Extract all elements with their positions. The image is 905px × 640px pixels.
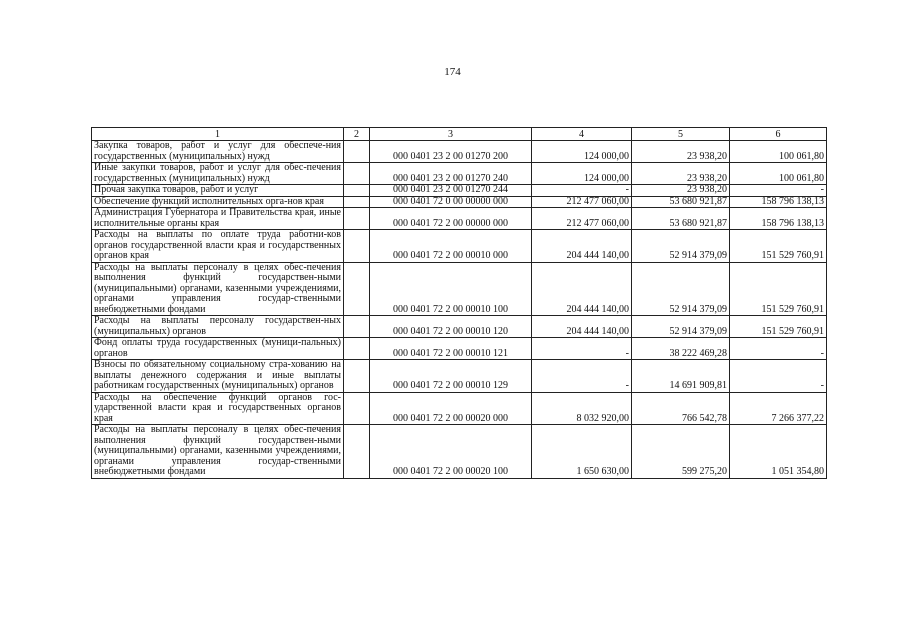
row-code-cell: 000 0401 72 0 00 00000 000 [370, 196, 532, 208]
row-rest-cell: 151 529 760,91 [730, 316, 827, 338]
row-rest-cell: 151 529 760,91 [730, 230, 827, 263]
page-number: 174 [444, 66, 461, 78]
row-rest-cell: 100 061,80 [730, 141, 827, 163]
row-rest-cell: 158 796 138,13 [730, 196, 827, 208]
row-plan-cell: 212 477 060,00 [532, 208, 632, 230]
row-col2-cell [344, 196, 370, 208]
row-col2-cell [344, 338, 370, 360]
row-code-cell: 000 0401 72 2 00 00020 100 [370, 425, 532, 479]
header-col-6: 6 [730, 128, 827, 141]
row-name-cell: Обеспечение функций исполнительных орга-нов края [92, 196, 344, 208]
row-exec-cell: 766 542,78 [632, 392, 730, 425]
row-name-cell: Расходы на выплаты персоналу государствен-ных (муниципальных) органов [92, 316, 344, 338]
row-plan-cell: 204 444 140,00 [532, 262, 632, 316]
table-row [92, 262, 827, 316]
row-plan-cell: 124 000,00 [532, 163, 632, 185]
row-rest-cell: 1 051 354,80 [730, 425, 827, 479]
row-col2-cell [344, 230, 370, 263]
row-code-cell: 000 0401 72 2 00 00000 000 [370, 208, 532, 230]
row-exec-cell: 23 938,20 [632, 185, 730, 197]
row-code-cell: 000 0401 72 2 00 00010 000 [370, 230, 532, 263]
row-col2-cell [344, 392, 370, 425]
table-header-row [92, 128, 827, 141]
row-plan-cell: 204 444 140,00 [532, 230, 632, 263]
row-name-cell: Расходы на выплаты персоналу в целях обес-печения выполнения функций государствен-ными (муниципальными) органами, казенными учреждениями, органами управления государ-ственными внебюджетными фондами [92, 425, 344, 479]
row-plan-cell: - [532, 185, 632, 197]
row-rest-cell: 7 266 377,22 [730, 392, 827, 425]
table-row [92, 163, 827, 185]
row-name-cell: Закупка товаров, работ и услуг для обеспече-ния государственных (муниципальных) нужд [92, 141, 344, 163]
table-row [92, 338, 827, 360]
row-rest-cell: 158 796 138,13 [730, 208, 827, 230]
table-row [92, 316, 827, 338]
table-row [92, 185, 827, 197]
row-rest-cell: 151 529 760,91 [730, 262, 827, 316]
row-exec-cell: 53 680 921,87 [632, 196, 730, 208]
row-code-cell: 000 0401 72 2 00 00010 121 [370, 338, 532, 360]
row-col2-cell [344, 163, 370, 185]
table-row [92, 208, 827, 230]
row-col2-cell [344, 208, 370, 230]
row-exec-cell: 52 914 379,09 [632, 230, 730, 263]
row-code-cell: 000 0401 23 2 00 01270 240 [370, 163, 532, 185]
row-code-cell: 000 0401 23 2 00 01270 244 [370, 185, 532, 197]
row-plan-cell: 1 650 630,00 [532, 425, 632, 479]
row-col2-cell [344, 141, 370, 163]
row-rest-cell: - [730, 360, 827, 393]
header-col-1: 1 [92, 128, 344, 141]
budget-execution-table [91, 127, 827, 479]
row-exec-cell: 52 914 379,09 [632, 262, 730, 316]
row-rest-cell: - [730, 185, 827, 197]
header-col-2: 2 [344, 128, 370, 141]
header-col-5: 5 [632, 128, 730, 141]
row-col2-cell [344, 425, 370, 479]
row-name-cell: Иные закупки товаров, работ и услуг для обес-печения государственных (муниципальных) нужд [92, 163, 344, 185]
table-row [92, 141, 827, 163]
row-exec-cell: 53 680 921,87 [632, 208, 730, 230]
row-rest-cell: - [730, 338, 827, 360]
row-name-cell: Прочая закупка товаров, работ и услуг [92, 185, 344, 197]
row-name-cell: Взносы по обязательному социальному стра-хованию на выплаты денежного содержания и иные выплаты работникам государственных (муниципальных) органов [92, 360, 344, 393]
row-code-cell: 000 0401 23 2 00 01270 200 [370, 141, 532, 163]
row-name-cell: Администрация Губернатора и Правительства края, иные исполнительные органы края [92, 208, 344, 230]
row-name-cell: Расходы на выплаты персоналу в целях обес-печения выполнения функций государствен-ными (муниципальными) органами, казенными учреждениями, органами управления государ-ственными внебюджетными фондами [92, 262, 344, 316]
row-exec-cell: 14 691 909,81 [632, 360, 730, 393]
row-col2-cell [344, 316, 370, 338]
table-row [92, 360, 827, 393]
table-row [92, 230, 827, 263]
header-col-3: 3 [370, 128, 532, 141]
row-rest-cell: 100 061,80 [730, 163, 827, 185]
row-name-cell: Фонд оплаты труда государственных (муници-пальных) органов [92, 338, 344, 360]
row-col2-cell [344, 185, 370, 197]
row-exec-cell: 38 222 469,28 [632, 338, 730, 360]
table-row [92, 392, 827, 425]
row-exec-cell: 52 914 379,09 [632, 316, 730, 338]
row-exec-cell: 599 275,20 [632, 425, 730, 479]
table-row [92, 196, 827, 208]
row-code-cell: 000 0401 72 2 00 00010 129 [370, 360, 532, 393]
row-exec-cell: 23 938,20 [632, 163, 730, 185]
row-name-cell: Расходы на обеспечение функций органов гос-ударственной власти края и государственных органов края [92, 392, 344, 425]
row-name-cell: Расходы на выплаты по оплате труда работни-ков органов государственной власти края и государственных органов края [92, 230, 344, 263]
row-code-cell: 000 0401 72 2 00 00010 100 [370, 262, 532, 316]
row-plan-cell: 124 000,00 [532, 141, 632, 163]
row-col2-cell [344, 262, 370, 316]
row-plan-cell: 212 477 060,00 [532, 196, 632, 208]
header-col-4: 4 [532, 128, 632, 141]
row-plan-cell: - [532, 360, 632, 393]
row-code-cell: 000 0401 72 2 00 00010 120 [370, 316, 532, 338]
row-col2-cell [344, 360, 370, 393]
row-plan-cell: - [532, 338, 632, 360]
table-row [92, 425, 827, 479]
row-plan-cell: 8 032 920,00 [532, 392, 632, 425]
row-code-cell: 000 0401 72 2 00 00020 000 [370, 392, 532, 425]
row-exec-cell: 23 938,20 [632, 141, 730, 163]
row-plan-cell: 204 444 140,00 [532, 316, 632, 338]
